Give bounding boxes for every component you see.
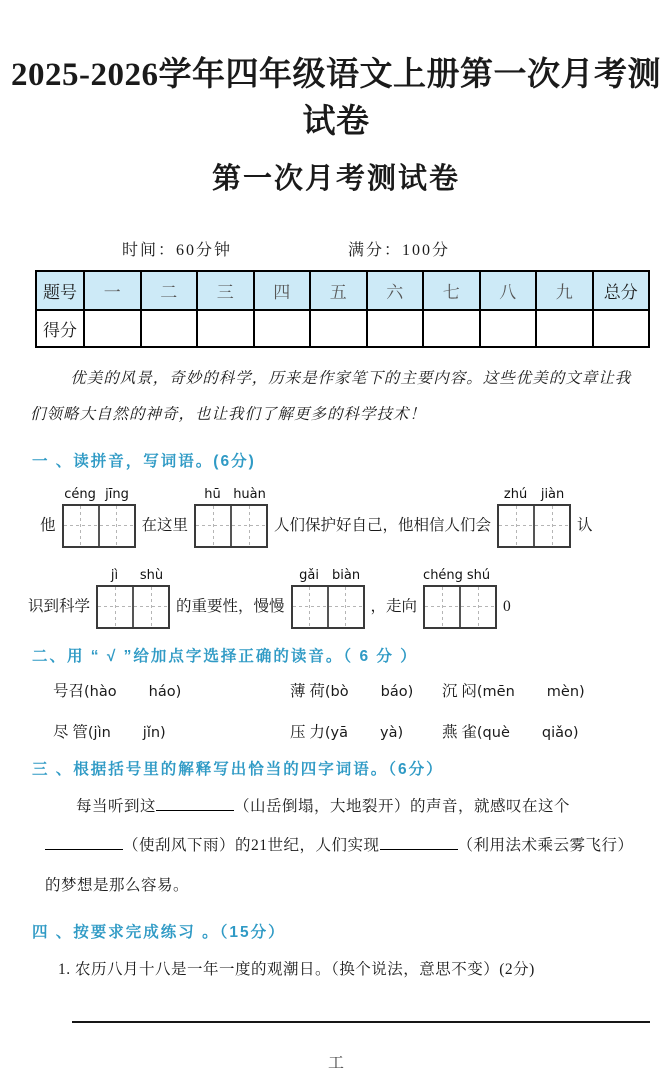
page-footer: 工: [327, 1055, 344, 1073]
pinyin-option-2: báo): [380, 683, 414, 700]
item-word: 燕 雀: [442, 723, 477, 741]
section3-text: 每当听到这: [76, 797, 157, 815]
pinyin-writing-box: [194, 487, 268, 548]
time-limit-label: 时间：60分钟: [122, 242, 233, 259]
pinyin-label: shù: [139, 567, 164, 583]
pinyin-option-2: háo): [148, 683, 182, 700]
pinyin-option-1: (hào: [84, 683, 117, 700]
pinyin-label: céng: [64, 486, 96, 502]
section3-heading: 三 、根据括号里的解释写出恰当的四字词语。（6分）: [32, 760, 444, 778]
score-cell: [141, 310, 198, 347]
pinyin-label: jì: [110, 567, 119, 583]
grid-cell: [132, 587, 168, 627]
answer-blank: [380, 848, 458, 850]
pinyin-label: zhú: [503, 486, 528, 502]
score-cell: [593, 310, 650, 347]
section4-item-1: 1. 农历八月十八是一年一度的观潮日。（换个说法，意思不变）(2分): [58, 961, 535, 979]
item-word: 号召: [53, 682, 85, 700]
pinyin-label: shú: [466, 567, 491, 583]
section4-heading: 四 、按要求完成练习 。（15分）: [32, 924, 286, 942]
score-table-header: 一: [84, 271, 141, 310]
score-table-header: 总分: [593, 271, 650, 310]
line1-text: 在这里: [141, 516, 189, 534]
score-row-label: 得分: [36, 310, 84, 347]
pinyin-option-2: yà): [380, 724, 404, 741]
line1-text: 人们保护好自己，他相信人们会: [274, 516, 492, 534]
score-table-header: 八: [480, 271, 537, 310]
writing-grid: [194, 504, 268, 548]
grid-cell: [98, 587, 132, 627]
grid-cell: [327, 587, 363, 627]
pinyin-line-2: [28, 568, 672, 629]
grid-cell: [98, 506, 134, 546]
grid-cell: [196, 506, 230, 546]
pinyin-label: gǎi: [299, 567, 319, 583]
score-cell: [254, 310, 311, 347]
item-word: 压 力: [290, 723, 325, 741]
answer-blank: [45, 848, 123, 850]
pronunciation-item: [53, 679, 290, 701]
grid-cell: [293, 587, 327, 627]
pinyin-option-1: (bò: [324, 683, 349, 700]
score-table-header: 四: [254, 271, 311, 310]
line2-text: 识到科学: [28, 597, 91, 615]
pinyin-option-2: jǐn): [142, 724, 166, 741]
score-table-header: 题号: [36, 271, 84, 310]
item-word: 沉 闷: [442, 682, 477, 700]
score-cell: [480, 310, 537, 347]
score-cell: [423, 310, 480, 347]
writing-grid: [423, 585, 497, 629]
score-cell: [536, 310, 593, 347]
pinyin-label: jiàn: [540, 486, 565, 502]
writing-grid: [62, 504, 136, 548]
full-score-label: 满分：100分: [348, 242, 451, 259]
section2-heading: 二、用 “ √ ”给加点字选择正确的读音。（ 6 分 ）: [32, 647, 418, 665]
pinyin-label: huàn: [233, 486, 266, 502]
score-table-header-row: [36, 271, 649, 310]
score-cell: [84, 310, 141, 347]
pinyin-label: chéng: [423, 567, 463, 583]
score-table-score-row: [36, 310, 649, 347]
pronunciation-choice-grid: [53, 679, 672, 742]
pinyin-writing-box: [62, 487, 136, 548]
pronunciation-item: [290, 679, 442, 701]
grid-cell: [425, 587, 459, 627]
pinyin-option-1: (yā: [324, 724, 349, 741]
score-cell: [367, 310, 424, 347]
section3-text: （使刮风下雨）的21世纪，人们实现: [123, 837, 380, 855]
pronunciation-item: [442, 679, 672, 701]
pinyin-option-1: (què: [476, 724, 510, 741]
page-title: 2025-2026学年四年级语文上册第一次月考测试卷: [11, 57, 661, 140]
score-cell: [310, 310, 367, 347]
item-word: 薄 荷: [290, 682, 325, 700]
section3-body: [45, 787, 646, 906]
score-table: [35, 270, 650, 348]
pinyin-label: hū: [204, 486, 221, 502]
grid-cell: [459, 587, 495, 627]
grid-cell: [533, 506, 569, 546]
pinyin-option-2: qiǎo): [541, 724, 579, 741]
pinyin-writing-box: [497, 487, 571, 548]
grid-cell: [230, 506, 266, 546]
intro-paragraph: 优美的风景，奇妙的科学，历来是作家笔下的主要内容。这些优美的文章让我们领略大自然的神奇，也让我们了解更多的科学技术！: [30, 370, 632, 424]
score-table-header: 六: [367, 271, 424, 310]
score-cell: [197, 310, 254, 347]
page-subtitle: 第一次月考测试卷: [211, 163, 460, 195]
pinyin-label: jīng: [105, 486, 129, 502]
line1-text: 认: [577, 516, 593, 534]
grid-cell: [499, 506, 533, 546]
section1-heading: 一 、读拼音，写词语。(6分): [32, 452, 256, 470]
answer-line: [72, 1021, 650, 1023]
section3-text: （山岳倒塌，大地裂开）的声音，就感叹在这个: [234, 797, 571, 815]
pinyin-label: biàn: [331, 567, 361, 583]
line2-text: ，走向: [370, 597, 418, 615]
pinyin-writing-box: [423, 568, 497, 629]
pronunciation-item: [53, 720, 290, 742]
score-table-header: 七: [423, 271, 480, 310]
pronunciation-item: [290, 720, 442, 742]
section3-text: （利用法术乘云雾飞行）的梦想是那么容易。: [45, 837, 634, 894]
writing-grid: [497, 504, 571, 548]
pinyin-line-1: [40, 487, 672, 548]
score-table-header: 二: [141, 271, 198, 310]
score-table-header: 五: [310, 271, 367, 310]
pinyin-option-1: (mēn: [476, 683, 515, 700]
pinyin-option-2: mèn): [546, 683, 585, 700]
item-word: 尽 管: [53, 723, 88, 741]
pinyin-writing-box: [291, 568, 365, 629]
writing-grid: [96, 585, 170, 629]
pronunciation-item: [442, 720, 672, 742]
pinyin-option-1: (jìn: [87, 724, 111, 741]
answer-blank: [156, 809, 234, 811]
score-table-header: 三: [197, 271, 254, 310]
writing-grid: [291, 585, 365, 629]
line2-text: 0: [503, 597, 511, 615]
exam-meta: [122, 237, 672, 260]
line2-text: 的重要性，慢慢: [176, 597, 285, 615]
pinyin-writing-box: [96, 568, 170, 629]
grid-cell: [64, 506, 98, 546]
line1-text: 他: [40, 516, 56, 534]
score-table-header: 九: [536, 271, 593, 310]
